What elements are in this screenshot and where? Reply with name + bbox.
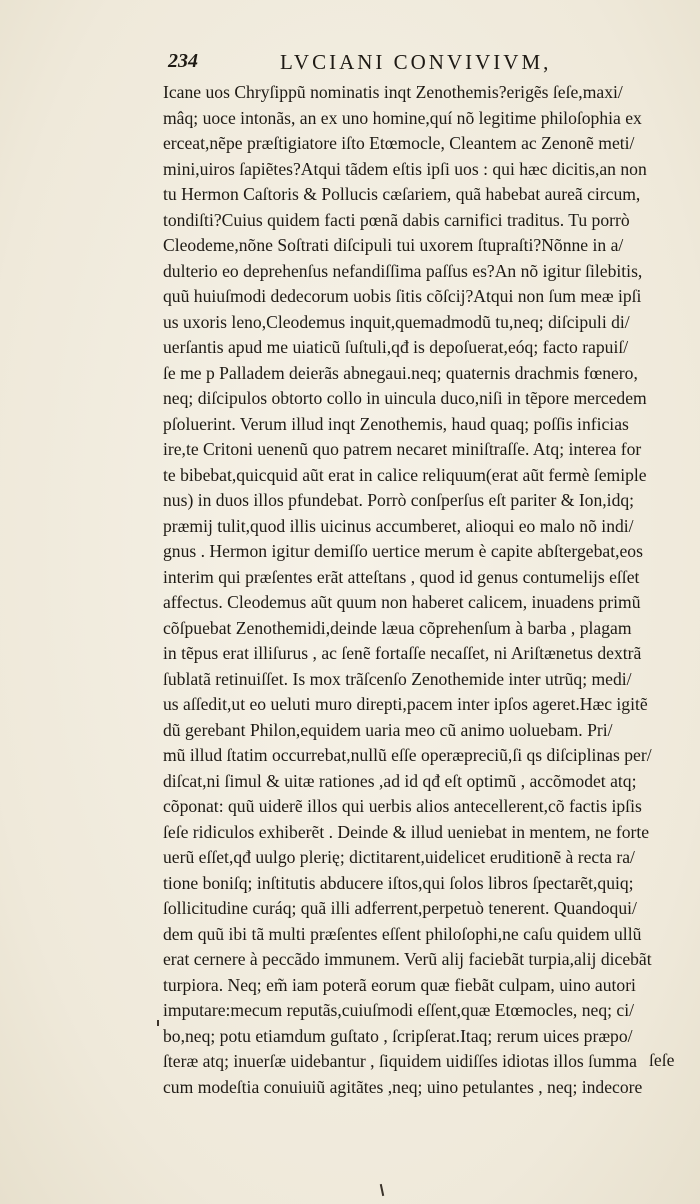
text-line: dũ gerebant Philon,equidem uaria meo cũ animo uoluebam. Pri/ xyxy=(163,719,613,740)
text-line: tu Hermon Caſtoris & Pollucis cæſariem, quã habebat aureã circum, xyxy=(163,184,641,204)
text-line: ſe me p Palladem deierãs abnegaui.neq; quaternis drachmis fœnero, xyxy=(163,362,638,383)
text-line: uerũ eſſet,qđ uulgo plerię; dictitarent,uidelicet eruditionẽ à recta ra/ xyxy=(163,847,635,867)
text-line: ſollicitudine curáq; quã illi adferrent,perpetuò tenerent. Quandoqui/ xyxy=(163,898,637,918)
folio-number: 234 xyxy=(168,50,198,72)
text-line: mini,uiros ſapiẽtes?Atqui tãdem eſtis ipſi uos : qui hæc dicitis,an non xyxy=(163,158,647,179)
running-title: LVCIANI CONVIVIVM, xyxy=(280,50,552,74)
text-line: erceat,nẽpe præſtigiatore iſto Etœmocle, Cleantem ac Zenonẽ meti/ xyxy=(163,133,635,153)
text-line: mâq; uoce intonãs, an ex uno homine,quí nõ legitime philoſophia ex xyxy=(163,107,642,128)
catchword: ſeſe xyxy=(649,1050,675,1070)
text-line: ſublatã retinuiſſet. Is mox trãſcenſo Zenothemide inter utrũq; medi/ xyxy=(163,668,632,689)
text-line: diſcat,ni ſimul & uitæ rationes ,ad id qđ eſt optimũ , accõmodet atq; xyxy=(163,770,637,791)
text-line: quũ huiuſmodi dedecorum uobis ſitis cõſcij?Atqui non ſum meæ ipſi xyxy=(163,286,642,306)
text-line: præmij tulit,quod illis uicinus accumberet, alioqui eo malo nõ indi/ xyxy=(163,515,634,536)
text-line: cõſpuebat Zenothemidi,deinde læua cõprehenſum à barba , plagam xyxy=(163,617,632,638)
text-line: bo,neq; potu etiamdum guſtato , ſcripſerat.Itaq; rerum uices præpo/ xyxy=(163,1025,633,1046)
text-line: cõponat: quũ uiderẽ illos qui uerbis alios antecellerent,cõ factis ipſis xyxy=(163,796,642,816)
page-header xyxy=(168,48,688,78)
text-line: nus) in duos illos pfundebat. Porrò conſperſus eſt pariter & Ion,idq; xyxy=(163,490,635,510)
text-line: neq; diſcipulos obtorto collo in uincula duco,niſi in tẽpore mercedem xyxy=(163,388,647,408)
text-line: pſoluerint. Verum illud inqt Zenothemis, haud quaq; poſſis inficias xyxy=(163,413,629,434)
text-line: Icane uos Chryſippũ nominatis inqt Zenothemis?erigẽs ſeſe,maxi/ xyxy=(163,82,623,102)
text-line: gnus . Hermon igitur demiſſo uertice merum è capite abſtergebat,eos xyxy=(163,541,643,561)
text-line: mũ illud ſtatim occurrebat,nullũ eſſe operæpreciũ,ſi qs diſciplinas per/ xyxy=(163,745,652,765)
text-line: turpiora. Neq; em̃ iam poterã eorum quæ fiebãt culpam, uino autori xyxy=(163,974,636,995)
text-line: dem quũ ibi tã multi præſentes eſſent philoſophi,ne caſu quidem ullũ xyxy=(163,923,642,944)
text-line: ſeſe ridiculos exhiberẽt . Deinde & illud ueniebat in mentem, ne forte xyxy=(163,821,650,842)
margin-mark xyxy=(157,1020,159,1026)
text-line: affectus. Cleodemus aũt quum non haberet calicem, inuadens primũ xyxy=(163,592,641,612)
text-line: te bibebat,quicquid aũt erat in calice reliquum(erat aũt fermè ſemiple xyxy=(163,464,647,485)
text-line: cum modeſtia conuiuiũ agitãtes ,neq; uino petulantes , neq; indecore xyxy=(163,1076,643,1097)
text-line: us uxoris leno,Cleodemus inquit,quemadmodũ tu,neq; diſcipuli di/ xyxy=(163,311,630,332)
text-line: in tẽpus erat illiſurus , ac ſenẽ fortaſſe necaſſet, ni Ariſtænetus dextrã xyxy=(163,643,642,663)
text-line: imputare:mecum reputãs,cuiuſmodi eſſent,quæ Etœmocles, neq; ci/ xyxy=(163,1000,635,1020)
text-line: dulterio eo deprehenſus nefandiſſima paſſus es?An nõ igitur ſilebitis, xyxy=(163,260,643,281)
text-line: Cleodeme,nõne Soſtrati diſcipuli tui uxorem ſtupraſti?Nõnne in a/ xyxy=(163,235,624,255)
text-line: tione boniſq; inſtitutis abducere iſtos,qui ſolos libros ſpectarẽt,quiq; xyxy=(163,872,634,893)
text-line: erat cernere à peccãdo immunem. Verũ alij faciebãt turpia,alij dicebãt xyxy=(163,949,652,969)
text-line: tondiſti?Cuius quidem facti pœnã dabis carnifici traditus. Tu porrò xyxy=(163,209,630,230)
text-line: uerſantis apud me uiaticũ ſuſtuli,qđ is depoſuerat,eóq; facto rapuiſ/ xyxy=(163,337,629,357)
text-block xyxy=(163,80,685,1100)
text-line: interim qui præſentes erãt atteſtans , quod id genus contumelijs eſſet xyxy=(163,566,640,587)
text-line: ire,te Critoni uenenũ quo patrem necaret miniſtraſſe. Atq; interea for xyxy=(163,439,642,459)
bottom-mark xyxy=(380,1184,384,1196)
text-line: us aſſedit,ut eo ueluti muro direpti,pacem inter ipſos ageret.Hæc igitẽ xyxy=(163,694,648,714)
text-line: ſteræ atq; inuerſæ uidebantur , ſiquidem uidiſſes idiotas illos ſumma xyxy=(163,1051,637,1071)
